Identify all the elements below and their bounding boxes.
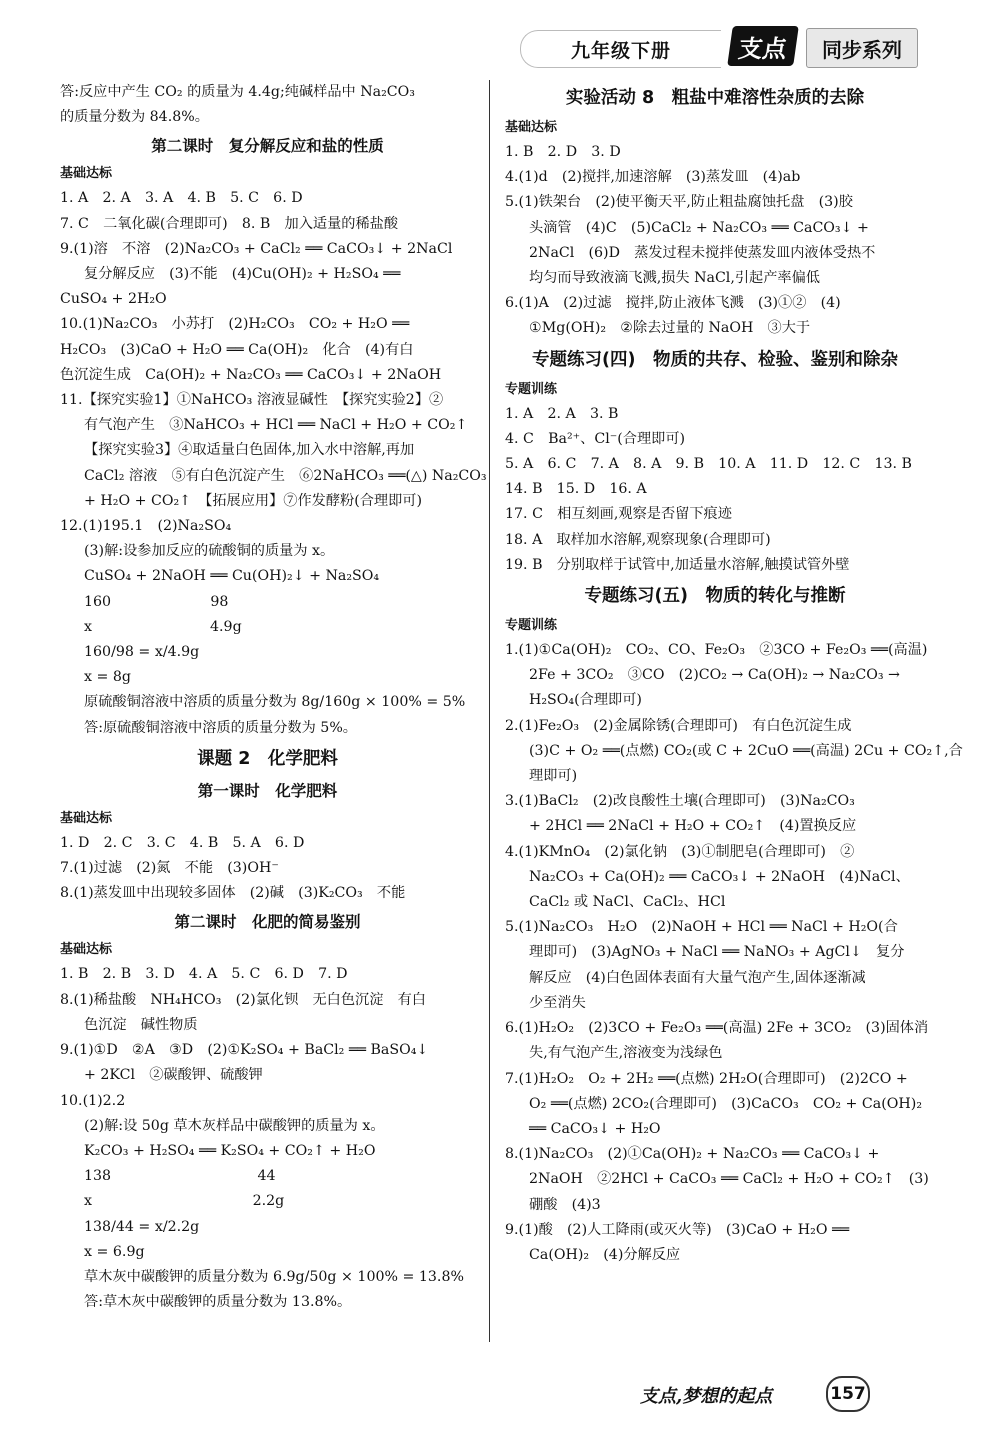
- subsection-label: 基础达标: [60, 810, 113, 826]
- answer-line: H₂CO₃ (3)CaO + H₂O ══ Ca(OH)₂ 化合 (4)有白: [60, 341, 414, 358]
- answer-line: 复分解反应 (3)不能 (4)Cu(OH)₂ + H₂SO₄ ══: [84, 266, 401, 283]
- answer-line: 答:反应中产生 CO₂ 的质量为 4.4g;纯碱样品中 Na₂CO₃: [60, 84, 415, 100]
- answer-line: 7.(1)过滤 (2)氮 不能 (3)OH⁻: [60, 860, 279, 877]
- answer-line: 答:草木灰中碳酸钾的质量分数为 13.8%。: [84, 1294, 352, 1311]
- subsection-label: 基础达标: [60, 942, 113, 958]
- section-heading: 专题练习(四) 物质的共存、检验、鉴别和除杂: [532, 349, 898, 370]
- answer-line: 有气泡产生 ③NaHCO₃ + HCl ══ NaCl + H₂O + CO₂↑: [84, 417, 468, 434]
- answer-line: x = 8g: [84, 669, 132, 686]
- answer-line: 10.(1)2.2: [60, 1092, 126, 1109]
- answer-line: K₂CO₃ + H₂SO₄ ══ K₂SO₄ + CO₂↑ + H₂O: [84, 1142, 376, 1159]
- answer-line: 8.(1)稀盐酸 NH₄HCO₃ (2)氯化钡 无白色沉淀 有白: [60, 991, 426, 1008]
- answer-line: 9.(1)酸 (2)人工降雨(或灭火等) (3)CaO + H₂O ══: [505, 1221, 850, 1238]
- answer-line: x 4.9g: [84, 618, 242, 635]
- answer-line: 8.(1)Na₂CO₃ (2)①Ca(OH)₂ + Na₂CO₃ ══ CaCO₃↓ +: [505, 1146, 880, 1163]
- answer-line: (3)解:设参加反应的硫酸铜的质量为 x。: [84, 543, 335, 560]
- answer-line: 答:原硫酸铜溶液中溶质的质量分数为 5%。: [84, 719, 357, 736]
- section-heading: 专题练习(五) 物质的转化与推断: [584, 586, 846, 607]
- subsection-label: 基础达标: [505, 120, 558, 135]
- section-heading: 课题 2 化学肥料: [197, 748, 338, 769]
- answer-line: 1.(1)①Ca(OH)₂ CO₂、CO、Fe₂O₃ ②3CO + Fe₂O₃ ══(高温): [505, 642, 928, 659]
- answer-line: 失,有气泡产生,溶液变为浅绿色: [529, 1045, 723, 1062]
- answer-line: 色沉淀 碱性物质: [84, 1016, 198, 1033]
- answer-line: 理即可) (3)AgNO₃ + NaCl ══ NaNO₃ + AgCl↓ 复分: [529, 944, 905, 961]
- answer-line: 色沉淀生成 Ca(OH)₂ + Na₂CO₃ ══ CaCO₃↓ + 2NaOH: [60, 366, 442, 383]
- answer-line: 5. A 6. C 7. A 8. A 9. B 10. A 11. D 12. C 13. B: [505, 456, 912, 473]
- answer-line: Ca(OH)₂ (4)分解反应: [529, 1246, 681, 1263]
- answer-line: 2NaOH ②2HCl + CaCO₃ ══ CaCl₂ + H₂O + CO₂↑ (3): [529, 1171, 929, 1188]
- answer-line: 138 44: [84, 1168, 276, 1185]
- answer-line: O₂ ══(点燃) 2CO₂(合理即可) (3)CaCO₃ CO₂ + Ca(OH)₂: [529, 1095, 923, 1112]
- answer-line: 19. B 分别取样于试管中,加适量水溶解,触摸试管外壁: [505, 556, 850, 573]
- answer-line: 10.(1)Na₂CO₃ 小苏打 (2)H₂CO₃ CO₂ + H₂O ══: [60, 316, 410, 333]
- answer-line: 8.(1)蒸发皿中出现较多固体 (2)碱 (3)K₂CO₃ 不能: [60, 885, 406, 902]
- answer-line: 1. B 2. D 3. D: [505, 144, 621, 160]
- subsection-label: 专题训练: [505, 618, 558, 634]
- answer-line: 18. A 取样加水溶解,观察现象(合理即可): [505, 531, 771, 548]
- page-header: [0, 0, 1000, 80]
- answer-line: 9.(1)溶 不溶 (2)Na₂CO₃ + CaCl₂ ══ CaCO₃↓ + 2NaCl: [60, 240, 453, 257]
- answer-line: 4.(1)KMnO₄ (2)氯化钠 (3)①制肥皂(合理即可) ②: [505, 843, 855, 860]
- answer-line: 硼酸 (4)3: [529, 1196, 601, 1213]
- answer-line: 17. C 相互刻画,观察是否留下痕迹: [505, 506, 732, 523]
- answer-line: 160/98 = x/4.9g: [84, 644, 200, 661]
- page-number: 157: [826, 1376, 870, 1412]
- brand-logo: 支点: [727, 26, 799, 66]
- answer-line: x = 6.9g: [84, 1243, 145, 1260]
- answer-line: 1. A 2. A 3. A 4. B 5. C 6. D: [60, 190, 303, 207]
- series-label: 同步系列: [806, 28, 918, 68]
- answer-line: 6.(1)H₂O₂ (2)3CO + Fe₂O₃ ══(高温) 2Fe + 3CO₂ (3)固体消: [505, 1020, 929, 1037]
- answer-line: 14. B 15. D 16. A: [505, 481, 647, 498]
- answer-line: + 2KCl ②碳酸钾、硫酸钾: [84, 1067, 263, 1084]
- answer-line: 【探究实验3】④取适量白色固体,加入水中溶解,再加: [84, 442, 415, 459]
- answer-line: 少至消失: [529, 994, 586, 1011]
- answer-line: 的质量分数为 84.8%。: [60, 109, 209, 126]
- answer-line: 9.(1)①D ②A ③D (2)①K₂SO₄ + BaCl₂ ══ BaSO₄↓: [60, 1042, 429, 1059]
- answer-line: CuSO₄ + 2NaOH ══ Cu(OH)₂↓ + Na₂SO₄: [84, 568, 380, 585]
- answer-line: 7.(1)H₂O₂ O₂ + 2H₂ ══(点燃) 2H₂O(合理即可) (2)2CO +: [505, 1070, 908, 1087]
- answer-line: CaCl₂ 溶液 ⑤有白色沉淀产生 ⑥2NaHCO₃ ══(△) Na₂CO₃: [84, 467, 487, 484]
- answer-line: 3.(1)BaCl₂ (2)改良酸性土壤(合理即可) (3)Na₂CO₃: [505, 793, 855, 810]
- answer-line: (2)解:设 50g 草木灰样品中碳酸钾的质量为 x。: [84, 1117, 385, 1134]
- lesson-heading: 第二课时 化肥的简易鉴别: [174, 913, 361, 932]
- answer-line: + H₂O + CO₂↑ 【拓展应用】⑦作发酵粉(合理即可): [84, 492, 423, 509]
- answer-line: 理即可): [529, 768, 578, 785]
- lesson-heading: 第一课时 化学肥料: [197, 781, 338, 800]
- answer-line: 2NaCl (6)D 蒸发过程未搅拌使蒸发皿内液体受热不: [529, 244, 876, 261]
- answer-line: H₂SO₄(合理即可): [529, 692, 642, 709]
- answer-line: 6.(1)A (2)过滤 搅拌,防止液体飞溅 (3)①② (4): [505, 295, 841, 312]
- answer-line: 2Fe + 3CO₂ ③CO (2)CO₂ → Ca(OH)₂ → Na₂CO₃ →: [529, 667, 900, 684]
- footer-slogan: 支点,梦想的起点: [640, 1386, 773, 1407]
- section-heading: 实验活动 8 粗盐中难溶性杂质的去除: [565, 88, 865, 108]
- answer-line: 4.(1)d (2)搅拌,加速溶解 (3)蒸发皿 (4)ab: [505, 169, 801, 186]
- answer-line: x 2.2g: [84, 1193, 285, 1210]
- answer-line: 5.(1)铁架台 (2)使平衡天平,防止粗盐腐蚀托盘 (3)胶: [505, 194, 853, 211]
- column-divider: [489, 80, 490, 1342]
- answer-line: ①Mg(OH)₂ ②除去过量的 NaOH ③大于: [529, 320, 811, 337]
- answer-line: (3)C + O₂ ══(点燃) CO₂(或 C + 2CuO ══(高温) 2Cu + CO₂↑,合: [529, 742, 963, 759]
- answer-line: 12.(1)195.1 (2)Na₂SO₄: [60, 518, 232, 535]
- answer-line: 160 98: [84, 593, 229, 610]
- answer-line: 5.(1)Na₂CO₃ H₂O (2)NaOH + HCl ══ NaCl + H₂O(合: [505, 919, 898, 936]
- answer-line: 1. D 2. C 3. C 4. B 5. A 6. D: [60, 834, 305, 851]
- answer-line: 7. C 二氧化碳(合理即可) 8. B 加入适量的稀盐酸: [60, 215, 399, 232]
- answer-line: 2.(1)Fe₂O₃ (2)金属除锈(合理即可) 有白色沉淀生成: [505, 717, 852, 734]
- answer-line: 11.【探究实验1】①NaHCO₃ 溶液显碱性 【探究实验2】②: [60, 392, 444, 409]
- left-column: [60, 80, 487, 1315]
- answer-line: + 2HCl ══ 2NaCl + H₂O + CO₂↑ (4)置换反应: [529, 818, 857, 835]
- answer-line: 解反应 (4)白色固体表面有大量气泡产生,固体逐渐减: [529, 969, 866, 986]
- answer-line: ══ CaCO₃↓ + H₂O: [529, 1120, 661, 1137]
- answer-line: 均匀而导致液滴飞溅,损失 NaCl,引起产率偏低: [529, 270, 820, 287]
- answer-line: 原硫酸铜溶液中溶质的质量分数为 8g/160g × 100% = 5%: [84, 694, 466, 711]
- answer-line: 138/44 = x/2.2g: [84, 1218, 200, 1235]
- answer-line: 4. C Ba²⁺、Cl⁻(合理即可): [505, 430, 686, 447]
- answer-line: CaCl₂ 或 NaCl、CaCl₂、HCl: [529, 894, 726, 911]
- lesson-heading: 第二课时 复分解反应和盐的性质: [151, 137, 384, 156]
- subsection-label: 专题训练: [505, 381, 558, 397]
- answer-line: Na₂CO₃ + Ca(OH)₂ ══ CaCO₃↓ + 2NaOH (4)NaCl、: [529, 868, 910, 885]
- grade-label: 九年级下册: [520, 30, 721, 68]
- answer-line: 头滴管 (4)C (5)CaCl₂ + Na₂CO₃ ══ CaCO₃↓ +: [529, 219, 869, 236]
- answer-line: CuSO₄ + 2H₂O: [60, 291, 167, 308]
- right-column: [505, 80, 963, 1268]
- answer-line: 1. A 2. A 3. B: [505, 405, 619, 422]
- answer-line: 草木灰中碳酸钾的质量分数为 6.9g/50g × 100% = 13.8%: [84, 1268, 464, 1285]
- answer-line: 1. B 2. B 3. D 4. A 5. C 6. D 7. D: [60, 966, 348, 983]
- subsection-label: 基础达标: [60, 166, 113, 182]
